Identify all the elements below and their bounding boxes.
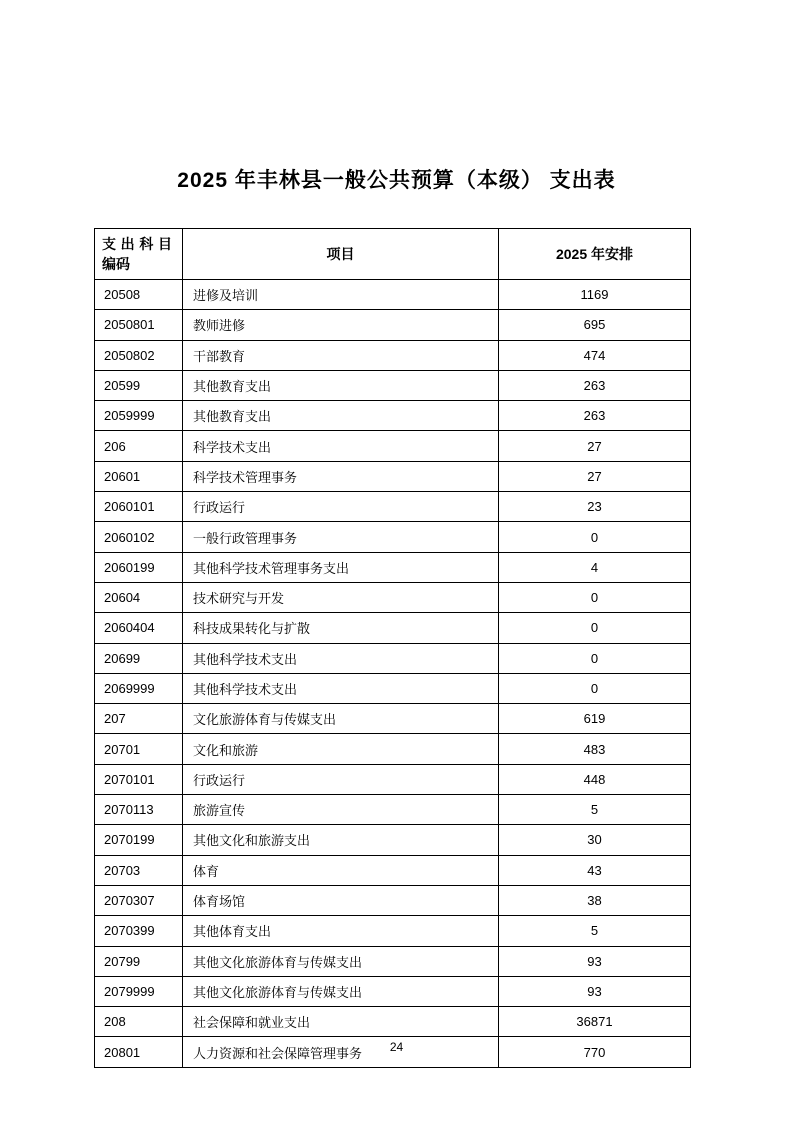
cell-value: 4 [499,552,691,582]
cell-value: 23 [499,492,691,522]
cell-expenditure-code: 20699 [95,643,183,673]
cell-expenditure-code: 2059999 [95,401,183,431]
cell-item: 行政运行 [183,764,499,794]
cell-value: 263 [499,370,691,400]
table-header-row [95,229,691,280]
cell-item: 科技成果转化与扩散 [183,613,499,643]
cell-item: 其他文化旅游体育与传媒支出 [183,976,499,1006]
table-row [95,370,691,400]
cell-item: 其他教育支出 [183,401,499,431]
cell-item: 文化旅游体育与传媒支出 [183,704,499,734]
table-row [95,340,691,370]
cell-item: 其他文化和旅游支出 [183,825,499,855]
cell-item: 行政运行 [183,492,499,522]
cell-item: 体育场馆 [183,885,499,915]
cell-value: 93 [499,976,691,1006]
cell-expenditure-code: 2070113 [95,795,183,825]
cell-value: 619 [499,704,691,734]
cell-value: 38 [499,885,691,915]
cell-item: 其他文化旅游体育与传媒支出 [183,946,499,976]
cell-expenditure-code: 2079999 [95,976,183,1006]
cell-value: 93 [499,946,691,976]
cell-value: 36871 [499,1007,691,1037]
cell-value: 0 [499,673,691,703]
cell-value: 448 [499,764,691,794]
table-row [95,825,691,855]
table-row [95,946,691,976]
cell-item: 旅游宣传 [183,795,499,825]
cell-item: 人力资源和社会保障管理事务 [183,1037,499,1067]
table-row [95,401,691,431]
cell-expenditure-code: 2060199 [95,552,183,582]
cell-value: 27 [499,461,691,491]
cell-expenditure-code: 2069999 [95,673,183,703]
cell-value: 0 [499,582,691,612]
table-row [95,280,691,310]
cell-item: 其他科学技术管理事务支出 [183,552,499,582]
table-row [95,461,691,491]
cell-expenditure-code: 20801 [95,1037,183,1067]
table-row [95,734,691,764]
cell-value: 5 [499,916,691,946]
cell-expenditure-code: 206 [95,431,183,461]
table-row [95,976,691,1006]
cell-expenditure-code: 20799 [95,946,183,976]
cell-item: 其他科学技术支出 [183,643,499,673]
cell-value: 695 [499,310,691,340]
table-row [95,916,691,946]
budget-table [94,228,691,1068]
cell-item: 其他体育支出 [183,916,499,946]
page-number: 24 [389,1040,404,1054]
cell-value: 770 [499,1037,691,1067]
header-expenditure-code [95,229,183,280]
cell-expenditure-code: 2060102 [95,522,183,552]
cell-value: 263 [499,401,691,431]
table-row [95,522,691,552]
cell-expenditure-code: 2070307 [95,885,183,915]
cell-item: 文化和旅游 [183,734,499,764]
cell-value: 43 [499,855,691,885]
table-row [95,704,691,734]
cell-expenditure-code: 207 [95,704,183,734]
header-expenditure-code-line1: 支出科目 [102,236,172,252]
page-title: 2025 年丰林县一般公共预算（本级） 支出表 [177,169,616,192]
cell-value: 0 [499,643,691,673]
cell-item: 技术研究与开发 [183,582,499,612]
cell-value: 483 [499,734,691,764]
header-expenditure-code-line2: 编码 [102,256,130,272]
cell-item: 进修及培训 [183,280,499,310]
table-row [95,855,691,885]
cell-item: 社会保障和就业支出 [183,1007,499,1037]
table-row [95,552,691,582]
cell-item: 科学技术支出 [183,431,499,461]
cell-item: 科学技术管理事务 [183,461,499,491]
cell-expenditure-code: 208 [95,1007,183,1037]
cell-expenditure-code: 20599 [95,370,183,400]
cell-value: 474 [499,340,691,370]
cell-item: 其他教育支出 [183,370,499,400]
cell-expenditure-code: 2070199 [95,825,183,855]
table-row [95,582,691,612]
header-2025-arrangement: 2025 年安排 [499,229,691,280]
cell-item: 一般行政管理事务 [183,522,499,552]
cell-value: 0 [499,522,691,552]
table-row [95,643,691,673]
cell-item: 体育 [183,855,499,885]
table-row [95,310,691,340]
cell-value: 27 [499,431,691,461]
table-row [95,764,691,794]
cell-expenditure-code: 20601 [95,461,183,491]
header-item: 项目 [183,229,499,280]
table-row [95,431,691,461]
cell-expenditure-code: 20604 [95,582,183,612]
cell-value: 0 [499,613,691,643]
cell-value: 1169 [499,280,691,310]
table-row [95,885,691,915]
cell-expenditure-code: 2070399 [95,916,183,946]
table-body [95,280,691,1068]
cell-item: 干部教育 [183,340,499,370]
cell-value: 5 [499,795,691,825]
cell-expenditure-code: 20701 [95,734,183,764]
cell-expenditure-code: 2050801 [95,310,183,340]
cell-value: 30 [499,825,691,855]
cell-expenditure-code: 2060101 [95,492,183,522]
cell-item: 其他科学技术支出 [183,673,499,703]
cell-expenditure-code: 2060404 [95,613,183,643]
table-row [95,673,691,703]
table-row [95,492,691,522]
table-row [95,1007,691,1037]
table-row [95,795,691,825]
cell-expenditure-code: 2050802 [95,340,183,370]
table-row [95,613,691,643]
cell-expenditure-code: 2070101 [95,764,183,794]
cell-expenditure-code: 20703 [95,855,183,885]
cell-item: 教师进修 [183,310,499,340]
cell-expenditure-code: 20508 [95,280,183,310]
